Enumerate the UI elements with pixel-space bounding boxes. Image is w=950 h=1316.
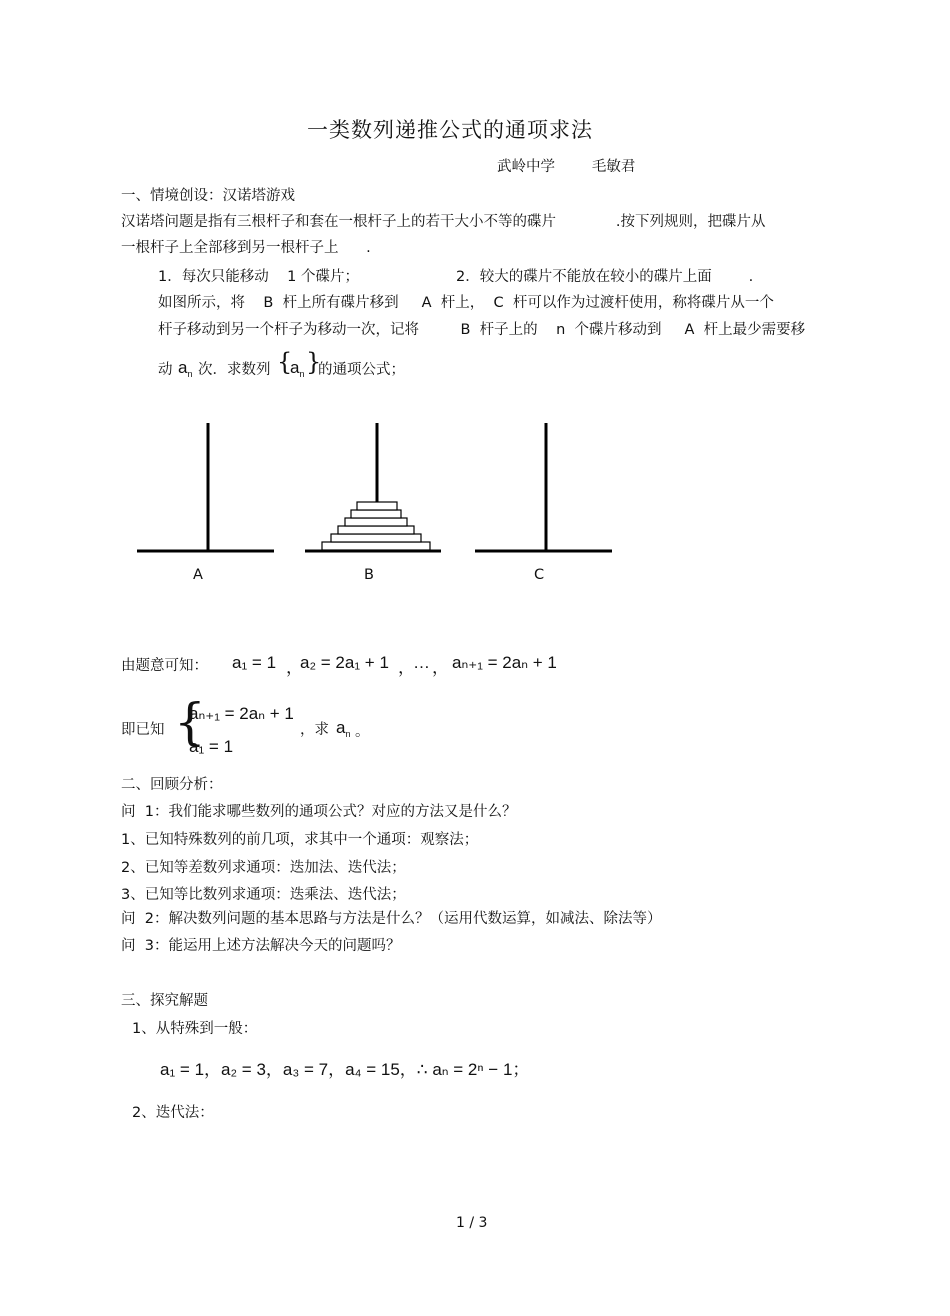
page-number: 1 / 3 (456, 1215, 488, 1231)
disk-4 (338, 526, 414, 534)
section1-para-line1: 汉诺塔问题是指有三根杆子和套在一根杆子上的若干大小不等的碟片 .按下列规则，把碟片从 (121, 214, 766, 230)
system-eq2: a₁ = 1 (189, 737, 234, 756)
disk-3 (345, 518, 407, 526)
disk-5 (331, 534, 421, 542)
rule-1: 1．每次只能移动 1 个碟片； (158, 269, 359, 285)
right-brace-icon: } (306, 348, 322, 376)
desc-line3-prefix: 动 (158, 362, 173, 378)
seek-an: $a_n$ (336, 718, 351, 739)
known-label: 即已知 (121, 722, 165, 738)
eq-an1: aₙ₊₁ = 2aₙ + 1 (452, 653, 557, 672)
desc-line3-suffix: 的通项公式； (318, 362, 405, 378)
peg-a (137, 423, 274, 551)
author-line: 武岭中学 毛敏君 (497, 159, 636, 175)
question-1: 问 1：我们能求哪些数列的通项公式？对应的方法又是什么？ (121, 804, 517, 820)
section1-para-line2: 一根杆子上全部移到另一根杆子上 . (121, 240, 371, 256)
eq-a2: a₂ = 2a₁ + 1 (300, 653, 389, 672)
peg-label-a: A (193, 567, 203, 583)
peg-label-c: C (534, 567, 545, 583)
section3-sub2: 2、迭代法： (132, 1105, 214, 1121)
system-eq1: aₙ₊₁ = 2aₙ + 1 (189, 704, 294, 723)
eq-sep-1: ， (286, 658, 303, 677)
math-an-inline: $a_n$ (178, 358, 193, 379)
question-2: 问 2：解决数列问题的基本思路与方法是什么？（运用代数运算，如减法、除法等） (121, 911, 662, 927)
item-1: 1、已知特殊数列的前几项，求其中一个通项：观察法； (121, 832, 479, 848)
item-3: 3、已知等比数列求通项：迭乘法、迭代法； (121, 887, 406, 903)
desc-line2: 杆子移动到另一个杆子为移动一次，记将 B 杆子上的 n 个碟片移动到 A 杆上最少需要移 (158, 322, 806, 338)
section3-formula: a₁ = 1，a₂ = 3，a₃ = 7，a₄ = 15，∴ aₙ = 2ⁿ − 1； (160, 1060, 530, 1079)
eq-sep-3: ， (432, 658, 449, 677)
section2-heading: 二、回顾分析： (121, 777, 223, 793)
seek-text: ，求 (300, 722, 329, 738)
desc-line1: 如图所示，将 B 杆上所有碟片移到 A 杆上， C 杆可以作为过渡杆使用，称将碟片从一个 (158, 295, 774, 311)
item-2: 2、已知等差数列求通项：迭加法、迭代法； (121, 860, 406, 876)
desc-line3-mid: 次．求数列 (198, 362, 271, 378)
peg-label-b: B (364, 567, 374, 583)
section3-sub1: 1、从特殊到一般： (132, 1021, 258, 1037)
seek-end: 。 (355, 724, 370, 740)
section1-heading: 一、情境创设：汉诺塔游戏 (121, 188, 295, 204)
math-an-seq: $a_n$ (290, 358, 305, 379)
peg-c (475, 423, 612, 551)
page-title: 一类数列递推公式的通项求法 (307, 118, 593, 142)
question-3: 问 3：能运用上述方法解决今天的问题吗？ (121, 938, 401, 954)
disk-6 (322, 542, 430, 550)
derivation-label: 由题意可知： (121, 658, 208, 674)
disk-1 (357, 502, 397, 510)
hanoi-figure (130, 418, 620, 588)
disk-stack (322, 502, 430, 550)
section3-heading: 三、探究解题 (121, 993, 208, 1009)
system-brace-icon: { (174, 693, 206, 751)
eq-ellipsis: … (413, 653, 430, 672)
eq-sep-2: ， (398, 658, 415, 677)
eq-a1: a₁ = 1 (232, 653, 277, 672)
rule-2: 2．较大的碟片不能放在较小的碟片上面 . (456, 269, 754, 285)
disk-2 (351, 510, 401, 518)
left-brace-icon: { (277, 348, 293, 376)
